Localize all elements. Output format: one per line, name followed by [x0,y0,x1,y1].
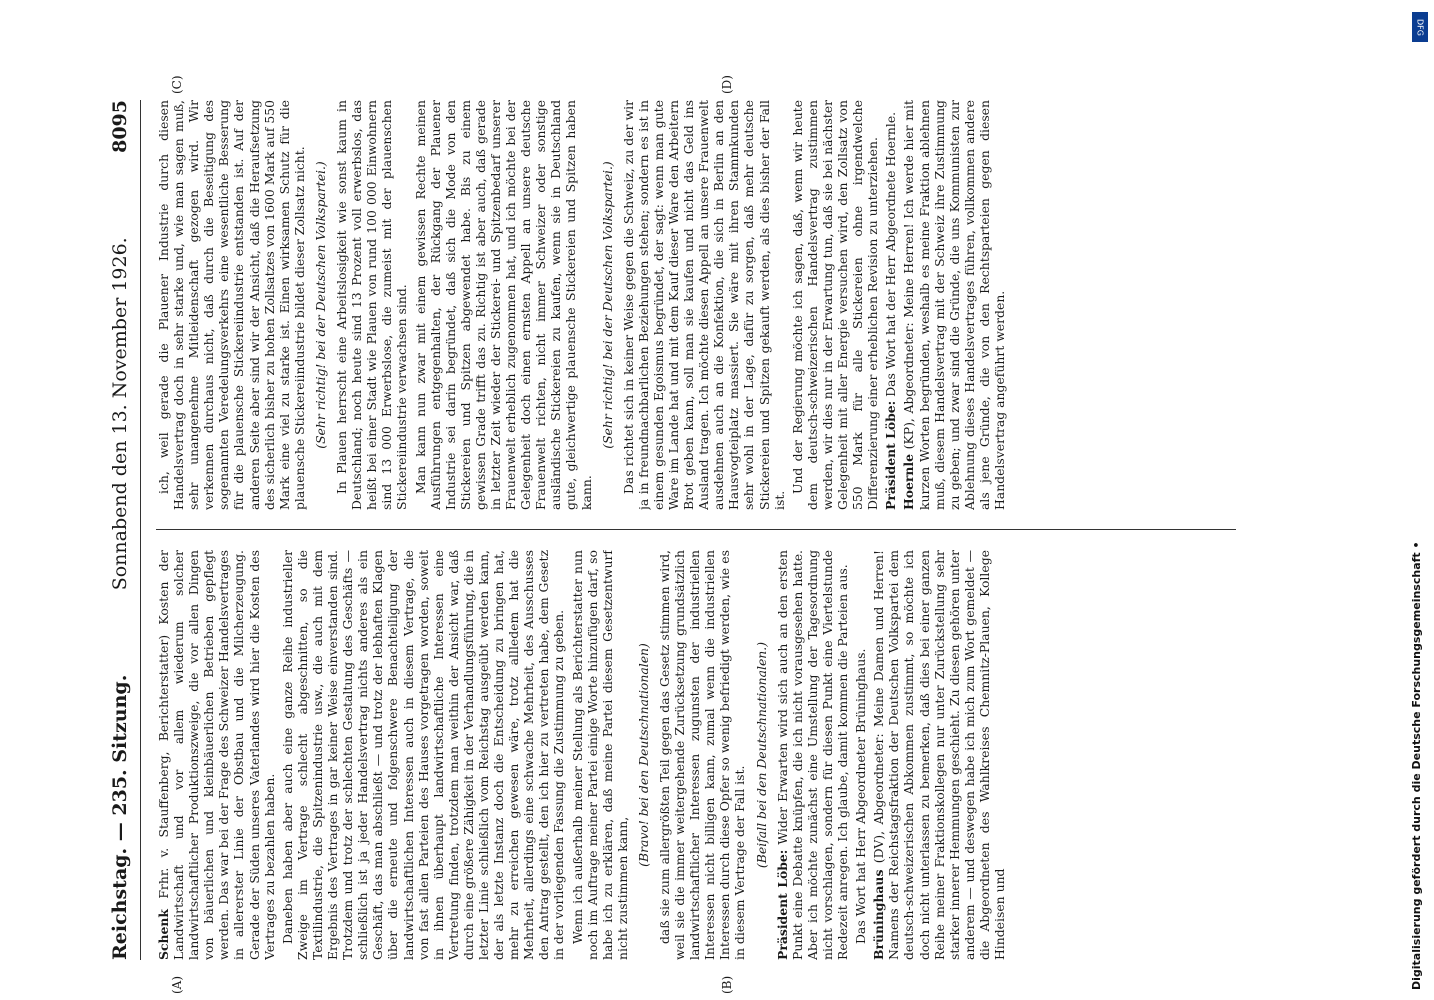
digitization-sidebar [1410,10,1430,990]
paragraph-text: Man kann nun zwar mit einem gewissen Rechte meinen Ausführungen entgegenhalten, der Rückgang der Plauener Industrie sei darin begründet, daß sich die Mode von den Stickereien und Spitzen abgewendet habe. Bis zu einem gewissen Grade trifft das zu. Richtig ist aber auch, daß gerade in letzter Zeit wieder der Stickerei- und Spitzenbedarf unserer Frauenwelt erheblich zugenommen hat, und ich möchte bei der Gelegenheit doch einen ernsten Appell an unsere deutsche Frauenwelt richten, nicht immer Schweizer oder sonstige ausländische Stickereien zu kaufen, wenn sie in Deutschland gute, gleichwertige plauensche Stickereien und Spitzen haben kann. [412,100,594,510]
paragraph-text: (DV), Abgeordneter: Meine Damen und Herren! Namens der Reichstagsfraktion der Deutschen Volkspartei dem deutsch-schweizerischen Abkommen zustimmt, so möchte ich doch nicht unterlassen zu bemerken, daß dies bei einer ganzen Reihe meiner Fraktionskollegen nur unter Zurückstellung sehr starker innerer Hemmungen geschieht. Zu diesen gehören unter anderem — und deswegen habe ich mich zum Wort gemeldet — die Abgeordneten des Wahlkreises Chemnitz-Plauen, Kollege Hindeisen und [871,550,1007,960]
paragraph [901,100,1007,510]
paragraph [334,100,409,510]
margin-mark-a: (A) [170,975,184,994]
paragraph-text: (Sehr richtig! bei der Deutschen Volkspartei.) [312,161,328,449]
paragraph-text: (KP), Abgeordneter: Meine Herren! Ich werde hier mit kurzen Worten begründen, weshalb es meine Fraktion ablehnen muß, diesem Handelsvertrag mit der Schweiz ihre Zustimmung zu geben; und zwar sind die Gründe, die uns Kommunisten zur Ablehnung dieses Handelsvertrages führen, vollkommen andere als jene Gründe, die von den Rechtsparteien gegen diesen Handelsvertrag angeführt werden. [901,100,1007,510]
margin-mark-b: (B) [720,975,734,994]
paragraph [657,550,748,960]
paragraph-text: Das Wort hat Herr Abgeordneter Brüninghaus. [853,648,869,944]
paragraph [280,550,567,960]
speaker-name: Schenk [156,909,171,960]
paragraph [883,100,898,510]
interjection [313,100,328,510]
page-number: 8095 [109,100,131,153]
digitization-credit: Digitalisierung gefördert durch die Deutsche Forschungsgemeinschaft • [1410,541,1423,990]
speaker-name: Hoernle [901,454,917,510]
paragraph [156,100,307,510]
paragraph-text: (Bravo! bei den Deutschnationalen) [635,643,651,867]
paragraph [790,100,881,510]
paragraph-text: Das richtet sich in keiner Weise gegen die Schweiz, zu der wir ja in freundnachbarlichen Beziehungen stehen; sondern es ist in einem gesunden Egoismus begründet, der sagt: wenn man gute Ware im Lande hat und mit dem Kauf dieser Ware den Arbeitern Brot geben kann, soll man sie kaufen und nicht das Geld ins Ausland tragen. Ich möchte diesen Appell an unsere Frauenwelt ausdehnen auch an die Konfektion, die sich in Berlin an den Hausvogteiplatz massiert. Sie wäre mit ihren Stammkunden sehr wohl in der Lage, dafür zu sorgen, daß mehr deutsche Stickereien und Spitzen gekauft werden, als dies bisher der Fall ist. [620,100,787,510]
paragraph-text: (Sehr richtig! bei der Deutschen Volkspartei.) [599,161,615,449]
paragraph [871,550,1007,960]
paragraph-text: daß sie zum allergrößten Teil gegen das Gesetz stimmen wird, weil sie die immer weitergehende Zurücksetzung grundsätzlich landwirtschaftlicher Interessen zugunsten der industriellen Interessen nicht billigen kann, zumal wenn die industriellen Interessen durch diese Opfer so wenig befriedigt werden, wie es in diesem Vertrage der Fall ist. [657,550,748,960]
paragraph-text: Das Wort hat der Herr Abgeordnete Hoernle. [883,111,899,397]
paragraph [413,100,594,510]
paragraph [853,550,868,960]
paragraph-text: Wider Erwarten wird sich auch an den ersten Punkt eine Debatte knüpfen, die ich nicht vorausgesehen hatte. Aber ich möchte zunächst eine Umstellung der Tagesordnung nicht vorschlagen, sondern für diesen Punkt eine Viertelstunde Redezeit anregen. Ich glaube, damit kommen die Parteien aus. [774,550,851,960]
speaker-name: Präsident Löbe: [774,849,790,960]
column-divider [156,529,1236,530]
paragraph-text: Wenn ich außerhalb meiner Stellung als Berichterstatter nun noch im Auftrage meiner Partei einige Worte hinzufügen darf, so habe ich zu erklären, daß meine Partei diesem Gesetzentwurf nicht zustimmen kann, [569,550,630,960]
margin-mark-c: (C) [170,75,184,94]
document-page [100,75,1300,994]
left-column [156,550,1256,960]
paragraph-text: Und der Regierung möchte ich sagen, daß, wenn wir heute dem deutsch-schweizerischen Handelsvertrag zustimmen werden, wir dies nur in der Erwartung tun, daß sie bei nächster Gelegenheit mit aller Energie versuchen wird, den Zollsatz von 550 Mark für alle Stickereien ohne irgendwelche Differenzierung einer erheblichen Revision zu unterziehen. [789,100,881,510]
header-date: Sonnabend den 13. November 1926. [109,237,131,591]
right-column [156,100,1256,510]
paragraph [156,550,277,960]
paragraph-text: (Beifall bei den Deutschnationalen.) [753,641,769,869]
header-left: Reichstag. — 235. Sitzung. [109,674,131,960]
running-head [100,100,141,960]
paragraph [621,100,787,510]
interjection [636,550,651,960]
paragraph [570,550,630,960]
dfg-logo: DFG [1412,12,1428,42]
speaker-name: Brüninghaus [871,869,887,960]
paragraph-text: In Plauen herrscht eine Arbeitslosigkeit wie sonst kaum in Deutschland; noch heute sind 13 Prozent voll erwerbslos, das heißt bei einer Stadt wie Plauen von rund 100 000 Einwohnern sind 13 000 Erwerbslose, die zumeist mit der plauenschen Stickereiindustrie verwachsen sind. [334,100,410,510]
paragraph [775,550,850,960]
paragraph-text: Daneben haben aber auch eine ganze Reihe industrieller Zweige im Vertrage schlecht abgeschnitten, so die Textilindustrie, die Spitzenindustrie usw., die auch mit dem Ergebnis des Vertrages in gar keiner Weise einverstanden sind. Trotzdem und trotz der schlechten Gestaltung des Geschäfts — schließlich ist ja jeder Handelsvertrag nichts anderes als ein Geschäft, das man abschließt — und trotz der lebhaften Klagen über die erneute und folgenschwere Benachteiligung der landwirtschaftlichen Interessen auch in diesem Vertrage, die von fast allen Parteien des Hauses vorgetragen worden, soweit in ihnen überhaupt landwirtschaftliche Interessen eine Vertretung finden, trotzdem man weithin der Ansicht war, daß durch eine größere Zähigkeit in der Verhandlungsführung, die in letzter Linie schließlich vom Reichstag ausgeübt werden kann, der als letzte Instanz doch die Entscheidung zu bringen hat, mehr zu erreichen gewesen wäre, trotz allledem hat die Mehrheit, allerdings eine schwache Mehrheit, des Ausschusses den Antrag gestellt, den ich hier zu vertreten habe, dem Gesetz in der vorliegenden Fassung die Zustimmung zu geben. [279,550,567,960]
interjection [600,100,615,510]
paragraph-text: ich, weil gerade die Plauener Industrie durch diesen Handelsvertrag doch in sehr starke und, wie man sagen muß, sehr unangenehme Mitleidenschaft gezogen wird. Wir verkennen durchaus nicht, daß durch die Beseitigung des sogenannten Veredelungsverkehrs eine wesentliche Besserung für die plauensche Stickereiindustrie entstanden ist. Auf der anderen Seite aber sind wir der Ansicht, daß die Heraufsetzung des sicherlich bisher zu hohen Zollsatzes von 1600 Mark auf 550 Mark eine viel zu starke ist. Einen wirksamen Schutz für die plauensche Stickereiindustrie bildet dieser Zollsatz nicht. [156,100,307,510]
paragraph-text: Frhr. v. Stauffenberg, Berichterstatter) Kosten der Landwirtschaft und vor allem wiederum solcher landwirtschaftlicher Produktionszweige, die vor allen Dingen von bäuerlichen und kleinbäuerlichen Betrieben gepflegt werden. Das war bei der Frage des Schweizer Handelsvertrages in allererster Linie der Obstbau und die Milcherzeugung. Gerade der Süden unseres Vaterlandes wird hier die Kosten des Vertrages zu bezahlen haben. [156,550,277,960]
margin-mark-d: (D) [720,75,734,94]
speaker-name: Präsident Löbe: [883,400,899,510]
interjection [754,550,769,960]
